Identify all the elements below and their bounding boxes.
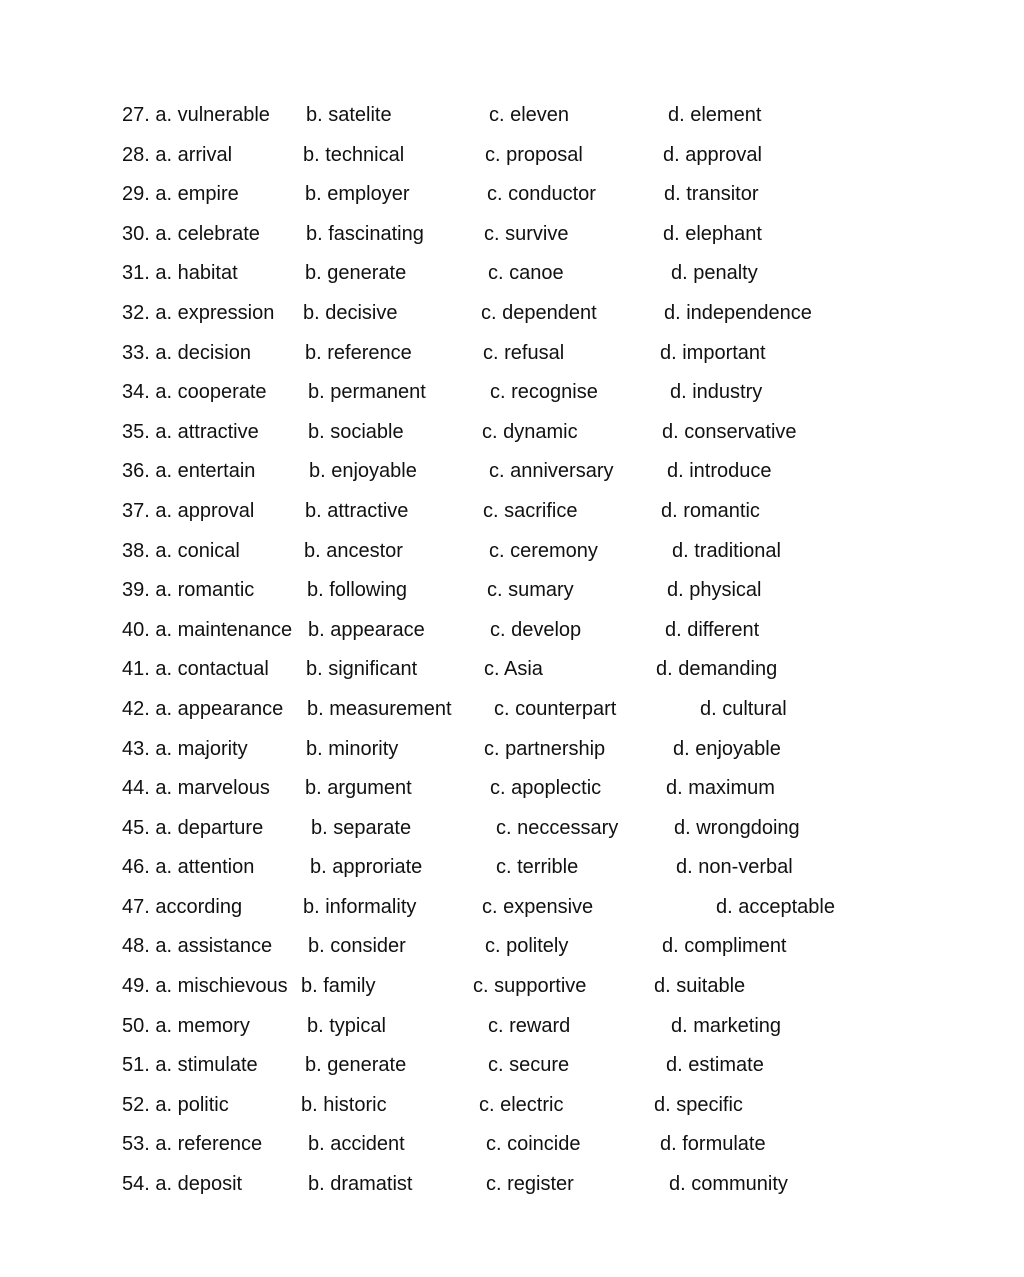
- option-d: d. community: [669, 1173, 788, 1196]
- question-row: [0, 852, 1024, 892]
- question-row: [0, 417, 1024, 457]
- question-row: [0, 536, 1024, 576]
- option-d: d. traditional: [672, 539, 781, 562]
- option-c: c. politely: [485, 935, 569, 958]
- question-row: [0, 694, 1024, 734]
- option-a: 38. a. conical: [122, 539, 240, 562]
- option-b: b. dramatist: [308, 1173, 413, 1196]
- option-a: 37. a. approval: [122, 499, 255, 522]
- option-b: b. ancestor: [304, 539, 403, 562]
- question-row: [0, 179, 1024, 219]
- option-d: d. non-verbal: [676, 856, 793, 879]
- option-d: d. romantic: [661, 499, 760, 522]
- question-row: [0, 338, 1024, 378]
- option-c: c. anniversary: [489, 460, 614, 483]
- option-d: d. specific: [654, 1093, 743, 1116]
- option-c: c. secure: [488, 1054, 570, 1077]
- question-row: [0, 813, 1024, 853]
- option-d: d. important: [660, 341, 766, 364]
- option-b: b. informality: [303, 895, 417, 918]
- option-d: d. demanding: [656, 658, 778, 681]
- question-row: [0, 1090, 1024, 1130]
- option-d: d. independence: [664, 301, 812, 324]
- question-row: [0, 377, 1024, 417]
- option-b: b. family: [301, 975, 376, 998]
- option-a: 48. a. assistance: [122, 935, 273, 958]
- option-b: b. decisive: [303, 301, 398, 324]
- option-c: c. canoe: [488, 262, 564, 285]
- option-c: c. sumary: [487, 579, 574, 602]
- option-c: c. expensive: [482, 895, 594, 918]
- question-row: [0, 971, 1024, 1011]
- option-a: 45. a. departure: [122, 816, 264, 839]
- option-c: c. dependent: [481, 301, 597, 324]
- option-a: 53. a. reference: [122, 1133, 263, 1156]
- option-c: c. supportive: [473, 975, 587, 998]
- option-b: b. typical: [307, 1014, 386, 1037]
- option-a: 40. a. maintenance: [122, 618, 293, 641]
- question-row: [0, 931, 1024, 971]
- question-row: [0, 575, 1024, 615]
- option-b: b. sociable: [308, 420, 404, 443]
- option-b: b. accident: [308, 1133, 405, 1156]
- option-c: c. survive: [484, 222, 569, 245]
- option-d: d. elephant: [663, 222, 762, 245]
- option-c: c. recognise: [490, 381, 598, 404]
- option-d: d. transitor: [664, 183, 759, 206]
- option-d: d. suitable: [654, 975, 746, 998]
- option-b: b. argument: [305, 777, 412, 800]
- option-d: d. introduce: [667, 460, 772, 483]
- option-b: b. separate: [311, 816, 412, 839]
- option-b: b. satelite: [306, 104, 392, 126]
- option-b: b. reference: [305, 341, 412, 364]
- option-b: b. significant: [306, 658, 418, 681]
- option-b: b. generate: [305, 1054, 407, 1077]
- option-b: b. enjoyable: [309, 460, 417, 483]
- option-d: d. formulate: [660, 1133, 766, 1156]
- question-row: [0, 1050, 1024, 1090]
- option-a: 47. according: [122, 895, 243, 918]
- option-d: d. wrongdoing: [674, 816, 800, 839]
- option-b: b. generate: [305, 262, 407, 285]
- question-row: [0, 615, 1024, 655]
- question-row: [0, 1011, 1024, 1051]
- question-row: [0, 258, 1024, 298]
- question-row: [0, 1169, 1024, 1209]
- option-a: 35. a. attractive: [122, 420, 259, 443]
- option-c: c. terrible: [496, 856, 579, 879]
- option-c: c. sacrifice: [483, 499, 578, 522]
- option-d: d. different: [665, 618, 760, 641]
- option-d: d. acceptable: [716, 895, 835, 918]
- option-b: b. permanent: [308, 381, 426, 404]
- option-c: c. neccessary: [496, 816, 619, 839]
- option-b: b. historic: [301, 1093, 387, 1116]
- option-c: c. register: [486, 1173, 574, 1196]
- option-d: d. conservative: [662, 420, 797, 443]
- option-d: d. element: [668, 104, 762, 126]
- option-b: b. employer: [305, 183, 410, 206]
- option-c: c. coincide: [486, 1133, 581, 1156]
- option-a: 43. a. majority: [122, 737, 248, 760]
- question-row: [0, 654, 1024, 694]
- option-c: c. eleven: [489, 104, 570, 126]
- option-a: 52. a. politic: [122, 1093, 229, 1116]
- option-a: 33. a. decision: [122, 341, 251, 364]
- option-c: c. Asia: [484, 658, 543, 681]
- question-row: [0, 219, 1024, 259]
- option-c: c. dynamic: [482, 420, 578, 443]
- option-d: d. maximum: [666, 777, 775, 800]
- option-d: d. marketing: [671, 1014, 782, 1037]
- question-row: [0, 496, 1024, 536]
- option-d: d. estimate: [666, 1054, 764, 1077]
- option-c: c. proposal: [485, 143, 583, 166]
- option-b: b. attractive: [305, 499, 409, 522]
- question-row: [0, 140, 1024, 180]
- option-d: d. cultural: [700, 697, 787, 720]
- option-a: 32. a. expression: [122, 301, 275, 324]
- option-a: 50. a. memory: [122, 1014, 250, 1037]
- option-d: d. physical: [667, 579, 762, 602]
- question-row: [0, 773, 1024, 813]
- option-c: c. electric: [479, 1093, 564, 1116]
- option-a: 54. a. deposit: [122, 1173, 243, 1196]
- option-a: 36. a. entertain: [122, 460, 256, 483]
- question-row: [0, 298, 1024, 338]
- option-d: d. compliment: [662, 935, 787, 958]
- question-list: [0, 100, 1024, 1209]
- option-a: 27. a. vulnerable: [122, 104, 270, 126]
- option-c: c. counterpart: [494, 697, 617, 720]
- option-a: 51. a. stimulate: [122, 1054, 258, 1077]
- option-d: d. penalty: [671, 262, 758, 285]
- option-b: b. technical: [303, 143, 405, 166]
- option-c: c. partnership: [484, 737, 606, 760]
- option-a: 29. a. empire: [122, 183, 239, 206]
- question-row: [0, 100, 1024, 140]
- option-b: b. approriate: [310, 856, 423, 879]
- option-d: d. approval: [663, 143, 762, 166]
- question-row: [0, 734, 1024, 774]
- option-c: c. apoplectic: [490, 777, 602, 800]
- option-a: 28. a. arrival: [122, 143, 233, 166]
- option-c: c. conductor: [487, 183, 596, 206]
- option-a: 39. a. romantic: [122, 579, 255, 602]
- option-b: b. measurement: [307, 697, 452, 720]
- option-b: b. appearace: [308, 618, 425, 641]
- option-a: 41. a. contactual: [122, 658, 269, 681]
- option-a: 30. a. celebrate: [122, 222, 260, 245]
- option-c: c. develop: [490, 618, 582, 641]
- question-row: [0, 892, 1024, 932]
- question-row: [0, 1129, 1024, 1169]
- option-a: 49. a. mischievous: [122, 975, 288, 998]
- option-c: c. ceremony: [489, 539, 598, 562]
- option-b: b. consider: [308, 935, 406, 958]
- option-a: 31. a. habitat: [122, 262, 238, 285]
- option-d: d. industry: [670, 381, 763, 404]
- option-b: b. minority: [306, 737, 399, 760]
- question-row: [0, 456, 1024, 496]
- option-a: 46. a. attention: [122, 856, 255, 879]
- option-a: 44. a. marvelous: [122, 777, 270, 800]
- option-a: 34. a. cooperate: [122, 381, 267, 404]
- option-b: b. fascinating: [306, 222, 424, 245]
- option-c: c. reward: [488, 1014, 571, 1037]
- option-c: c. refusal: [483, 341, 565, 364]
- option-d: d. enjoyable: [673, 737, 781, 760]
- option-a: 42. a. appearance: [122, 697, 284, 720]
- option-b: b. following: [307, 579, 408, 602]
